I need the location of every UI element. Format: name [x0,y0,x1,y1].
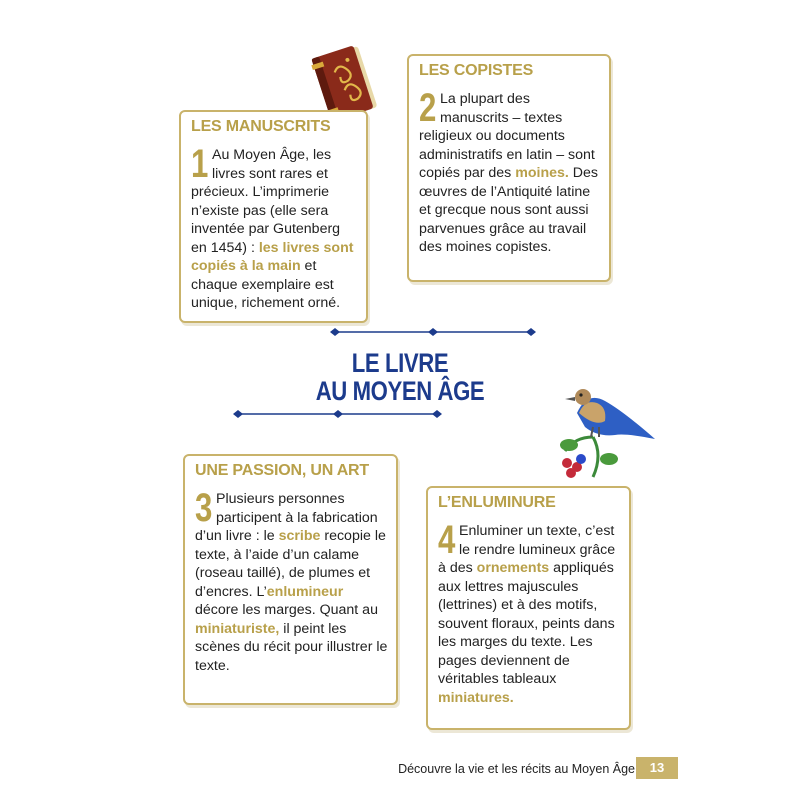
footer-text: Découvre la vie et les récits au Moyen Âge [398,762,635,776]
section-title: UNE PASSION, UN ART [195,462,369,479]
body-text: appliqués aux lettres majuscules (lettrines) et à des motifs, souvent floraux, peints dans les marges du texte. Les pages deviennent de véritables tableaux [438,560,615,687]
body-text: décore les marges. Quant au [195,602,378,618]
body-text: Plusieurs personnes participent à la fabrication d’un livre : le [195,491,378,544]
body-text: Au Moyen Âge, les livres sont rares et précieux. L’imprimerie n’existe pas (elle sera inventée par Gutenberg en 1454) : [191,147,341,256]
section-manuscrits [179,110,368,323]
ornament-divider [233,409,442,419]
highlight-text: miniatures. [438,689,514,706]
page-title-line-2: AU MOYEN ÂGE [315,376,485,406]
body-text: La plupart des manuscrits – textes religieux ou documents administratifs en latin – sont copiés par des [419,91,595,181]
highlight-text: les livres sont copiés à la main [191,239,354,274]
section-title: L’ENLUMINURE [438,494,556,511]
drop-number: 3 [195,486,213,530]
body-text: Enluminer un texte, c’est le rendre lumineux grâce à des [438,523,616,576]
drop-number: 2 [419,86,437,130]
section-title: LES COPISTES [419,62,534,79]
drop-number: 1 [191,142,209,186]
body-text: il peint les scènes du récit pour illustrer le texte. [195,620,388,674]
section-enluminure [426,486,631,730]
highlight-text: miniaturiste, [195,620,280,637]
body-text: et chaque exemplaire est unique, richement orné. [191,258,341,311]
highlight-text: ornements [476,560,550,576]
drop-number: 4 [438,518,456,562]
body-text: Des œuvres de l’Antiquité latine et grecque nous sont aussi parvenues grâce au travail des moines copistes. [419,165,599,255]
medieval-bird-on-branch-icon [553,375,663,487]
section-passion [183,454,398,705]
highlight-text: enlumineur [266,583,344,600]
section-body [419,86,601,257]
highlight-text: moines. [515,165,569,181]
section-copistes [407,54,611,282]
highlight-text: scribe [278,528,321,544]
section-body [195,486,388,675]
section-body [191,142,358,313]
section-body [438,518,621,707]
ornament-divider [330,327,536,337]
page-number: 13 [636,757,678,779]
body-text: recopie le texte, à l’aide d’un calame (roseau taillé), de plumes et d’encres. L’ [195,528,386,600]
section-title: LES MANUSCRITS [191,118,331,135]
page-title-line-1: LE LIVRE [351,348,449,378]
